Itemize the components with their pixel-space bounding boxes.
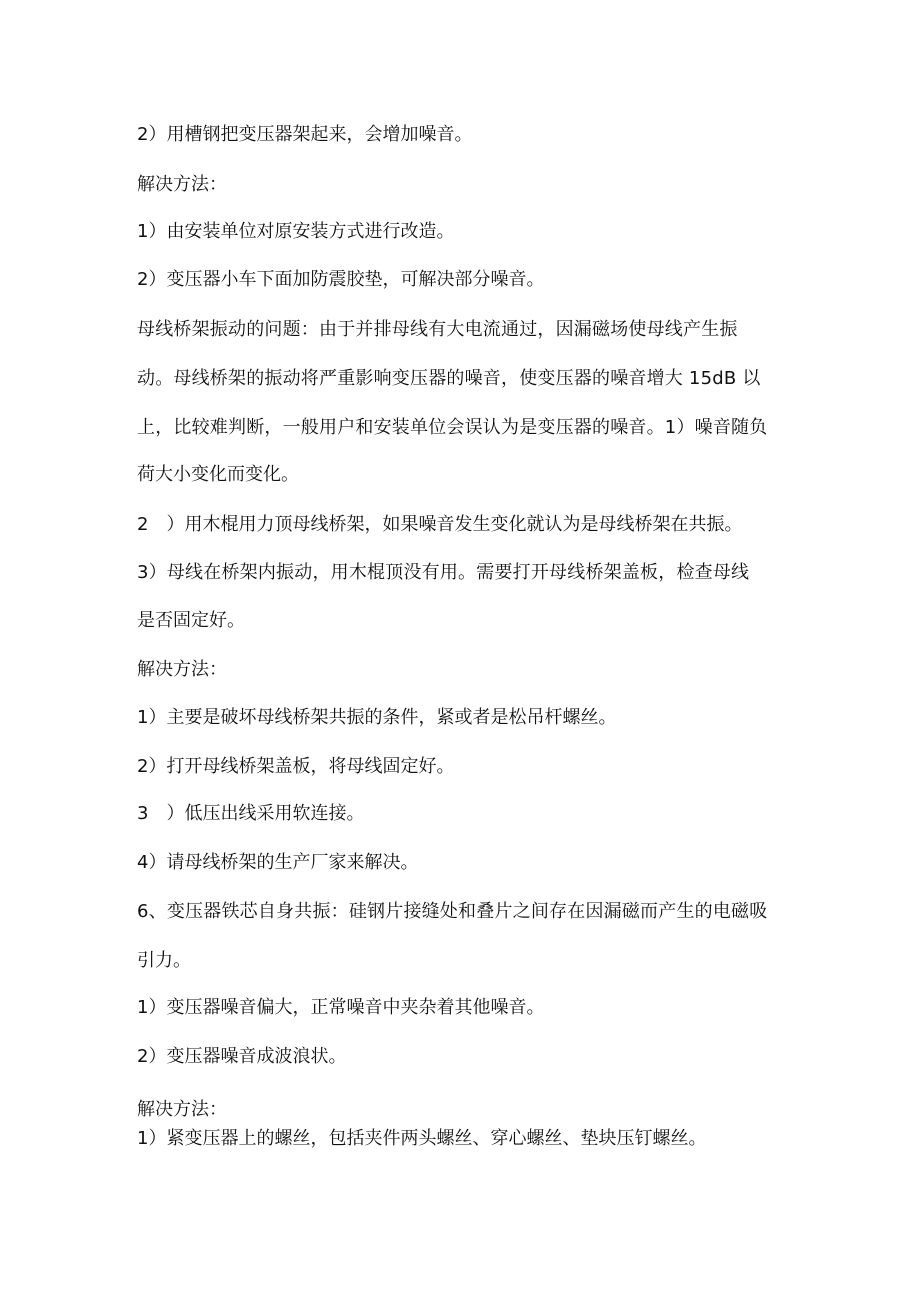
text-line-22: 1）紧变压器上的螺丝，包括夹件两头螺丝、穿心螺丝、垫块压钉螺丝。 [137, 1128, 707, 1149]
text-line-3: 1）由安装单位对原安装方式进行改造。 [137, 221, 455, 242]
text-line-5: 母线桥架振动的问题：由于并排母线有大电流通过，因漏磁场使母线产生振 [137, 319, 738, 340]
text-line-12: 解决方法： [137, 659, 227, 680]
text-line-6: 动。母线桥架的振动将严重影响变压器的噪音，使变压器的噪音增大 15dB 以 [137, 368, 761, 389]
text-line-15: 3 ）低压出线采用软连接。 [137, 803, 365, 824]
text-line-16: 4）请母线桥架的生产厂家来解决。 [137, 852, 419, 873]
text-line-20: 2）变压器噪音成波浪状。 [137, 1046, 347, 1067]
text-line-11: 是否固定好。 [137, 610, 245, 631]
text-line-13: 1）主要是破坏母线桥架共振的条件，紧或者是松吊杆螺丝。 [137, 707, 617, 728]
text-line-19: 1）变压器噪音偏大，正常噪音中夹杂着其他噪音。 [137, 997, 545, 1018]
text-line-2: 解决方法： [137, 174, 227, 195]
text-line-9: 2 ）用木棍用力顶母线桥架，如果噪音发生变化就认为是母线桥架在共振。 [137, 514, 743, 535]
text-line-10: 3）母线在桥架内振动，用木棍顶没有用。需要打开母线桥架盖板，检查母线 [137, 562, 750, 583]
text-line-14: 2）打开母线桥架盖板，将母线固定好。 [137, 756, 455, 777]
text-line-8: 荷大小变化而变化。 [137, 464, 299, 485]
text-line-4: 2）变压器小车下面加防震胶垫，可解决部分噪音。 [137, 269, 545, 290]
text-line-7: 上，比较难判断，一般用户和安装单位会误认为是变压器的噪音。1）噪音随负 [137, 417, 768, 438]
text-line-18: 引力。 [137, 950, 191, 971]
text-line-21: 解决方法： [137, 1099, 227, 1120]
text-line-17: 6、变压器铁芯自身共振：硅钢片接缝处和叠片之间存在因漏磁而产生的电磁吸 [137, 901, 768, 922]
text-line-1: 2）用槽钢把变压器架起来，会增加噪音。 [137, 124, 473, 145]
